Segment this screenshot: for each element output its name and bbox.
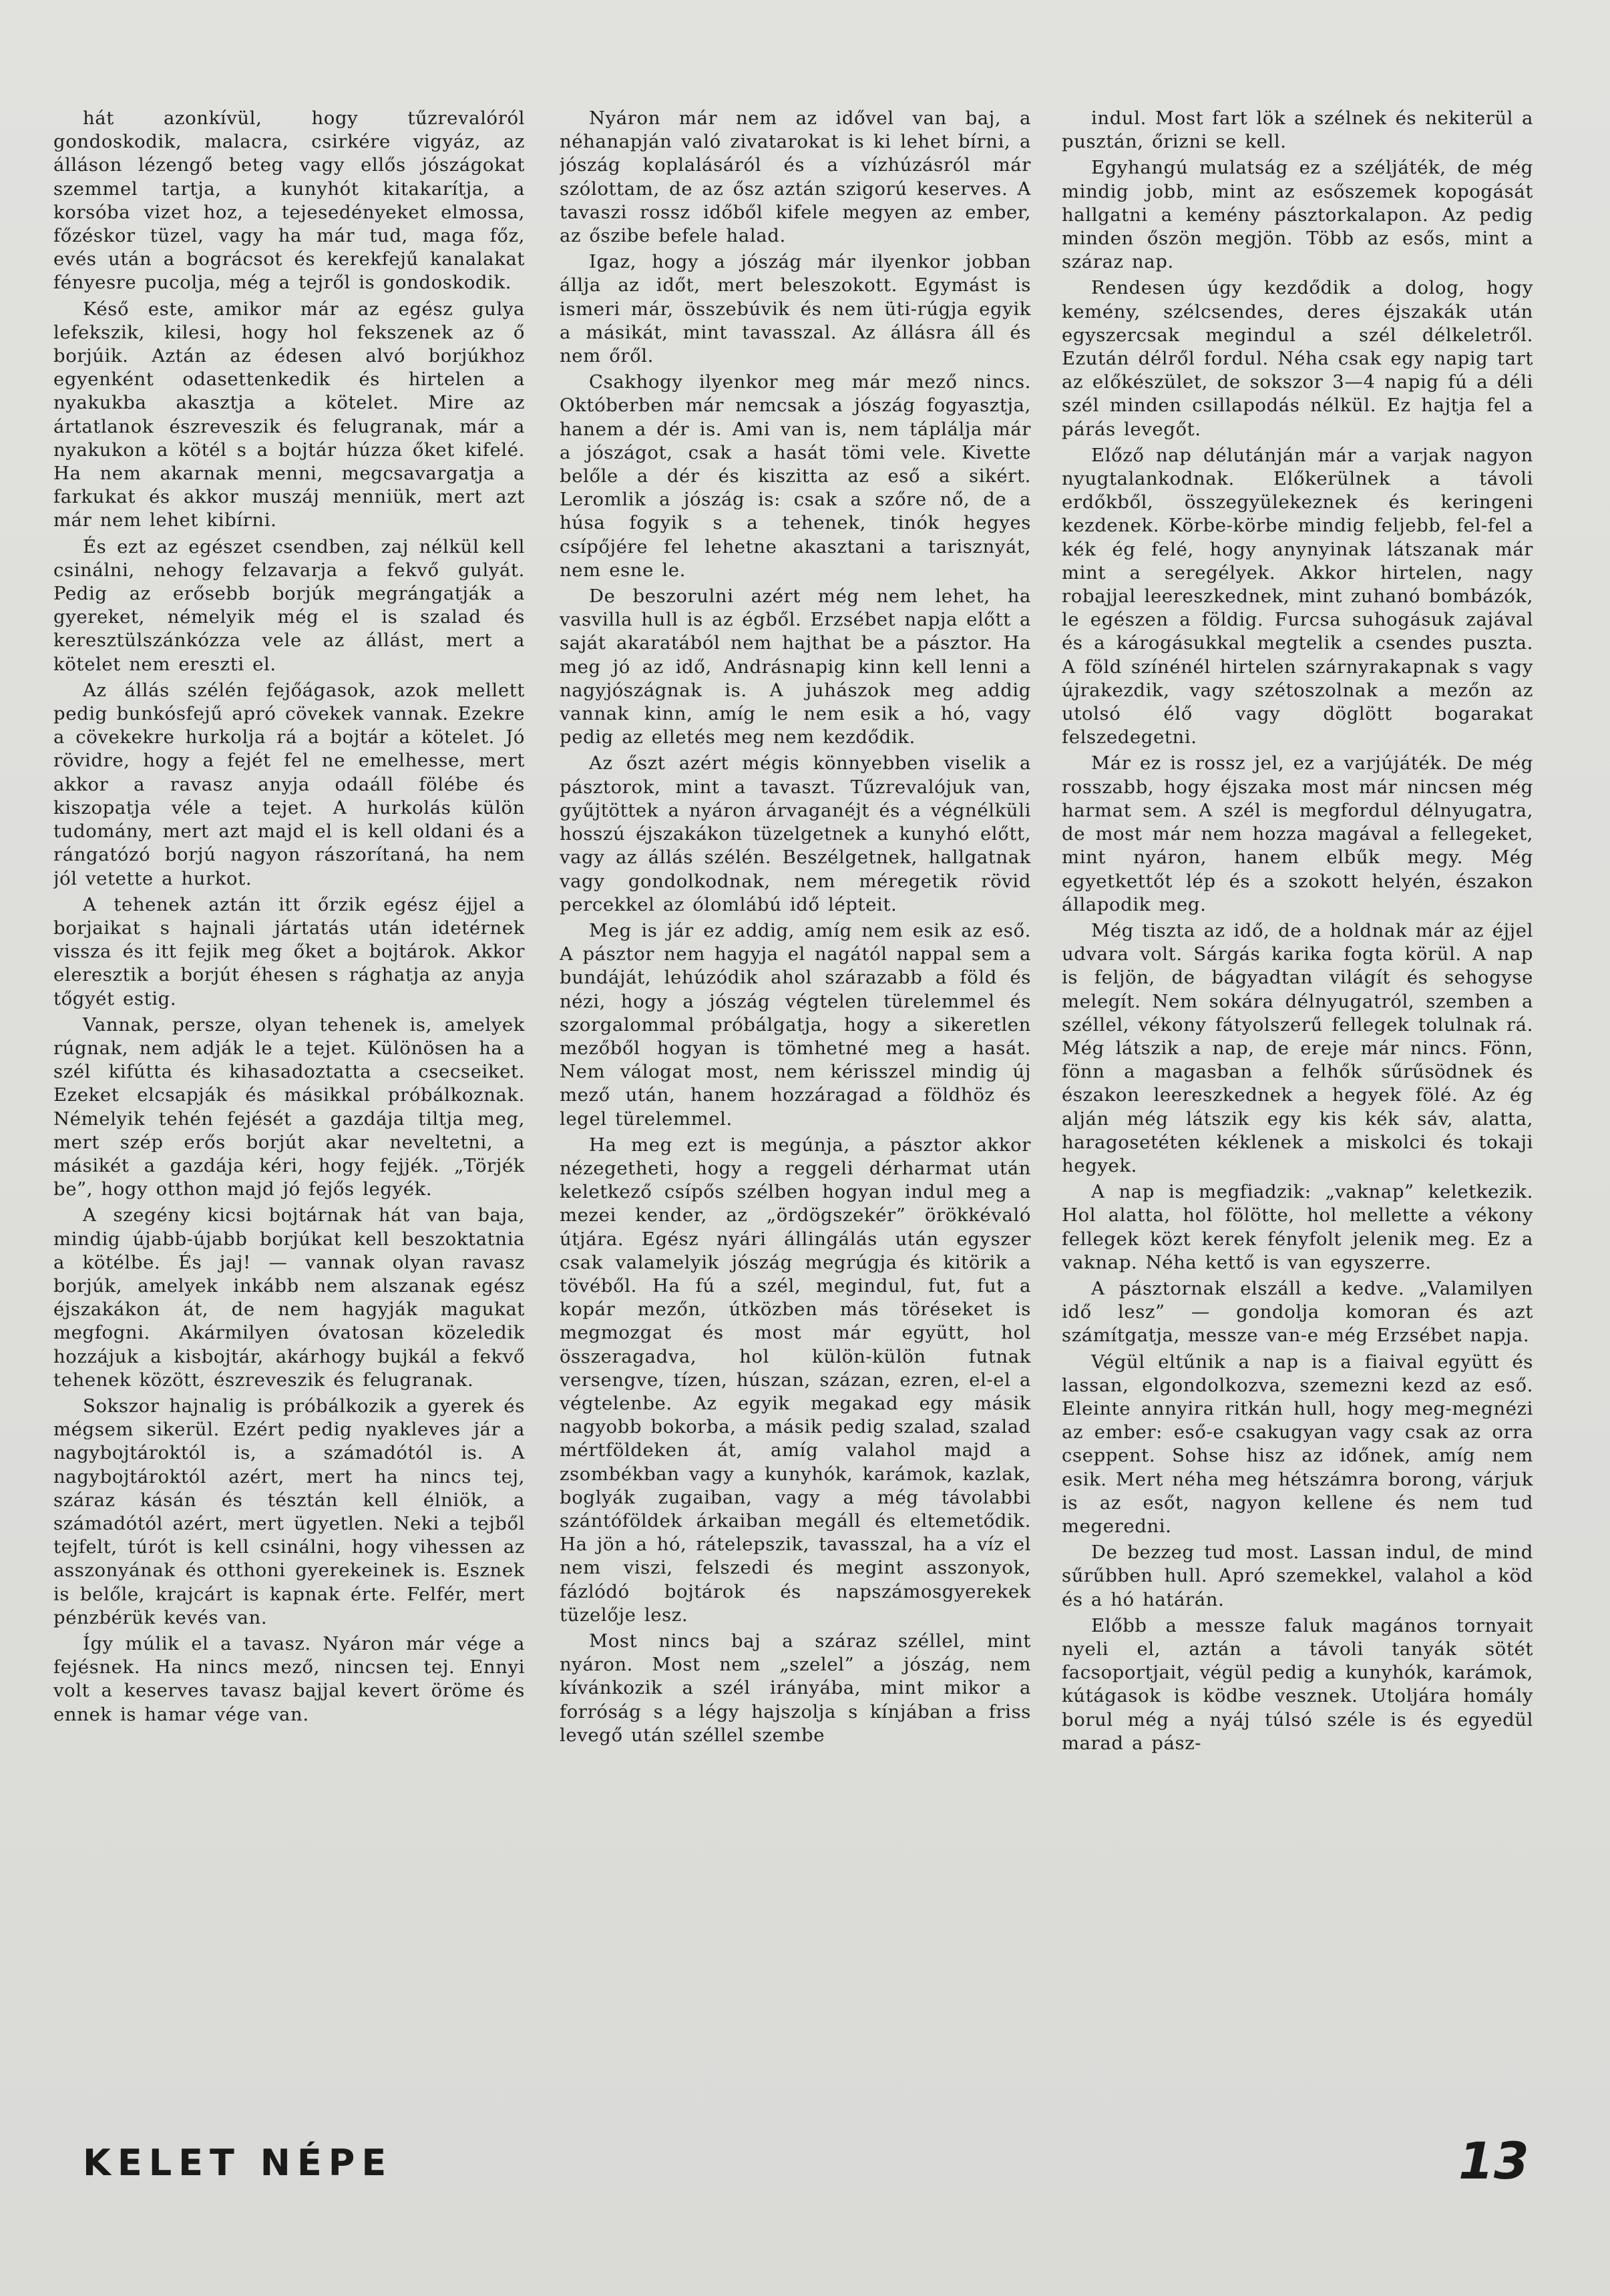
paragraph: hát azonkívül, hogy tűzrevalóról gondoskodik, malacra, csirkére vigyáz, az álláson lézengő beteg vagy ellős jószágokat szemmel tartja, a kunyhót kitakarítja, a korsóba vizet hoz, a tejesedényeket elmossa, főzéskor tüzel, vagy ha már tud, maga főz, evés után a bográcsot és kerekfejű kanalakat fényesre pucolja, még a tejről is gondoskodik. (53, 107, 525, 294)
paragraph: Igaz, hogy a jószág már ilyenkor jobban állja az időt, mert beleszokott. Egymást is ismeri már, összebúvik és nem üti-rúgja egyik a másikát, mint tavasszal. Az állásra áll és nem őről. (560, 251, 1031, 367)
paragraph: Vannak, persze, olyan tehenek is, amelyek rúgnak, nem adják le a tejet. Különösen ha a szél kifútta és kihasadoztatta a csecseiket. Ezeket elcsapják és másikkal próbálkoznak. Némelyik tehén fejését a gazdája tiltja meg, mert szép erős borjút akar neveltetni, a másikét a gazdája kéri, hogy fejjék. „Törjék be”, hogy otthon majd jó fejős legyék. (53, 1013, 525, 1200)
paragraph: Csakhogy ilyenkor meg már mező nincs. Októberben már nemcsak a jószág fogyasztja, hanem a dér is. Ami van is, nem táplálja már a jószágot, csak a hasát tömi vele. Kivette belőle a dér és kiszitta az eső a sikért. Leromlik a jószág is: csak a szőre nő, de a húsa fogyik s a tehenek, tinók hegyes csípőjére fel lehetne akasztani a tarisznyát, nem esne le. (560, 371, 1031, 581)
paragraph: A szegény kicsi bojtárnak hát van baja, mindig újabb-újabb borjúkat kell beszoktatnia a kötélbe. És jaj! — vannak olyan ravasz borjúk, amelyek inkább nem alszanak egész éjszakákon át, de nem hagyják magukat megfogni. Akármilyen óvatosan közeledik hozzájuk a kisbojtár, akárhogy bujkál a fekvő tehenek között, észreveszik és felugranak. (53, 1204, 525, 1391)
text-column-left (53, 107, 525, 2163)
magazine-title: KELET NÉPE (83, 2142, 393, 2184)
paragraph: Végül eltűnik a nap is a fiaival együtt és lassan, elgondolkozva, szemezni kezd az eső. Eleinte annyira ritkán hull, hogy meg-megnézi az ember: eső-e csakugyan vagy csak az orra cseppent. Sohse hisz az időnek, amíg nem esik. Mert néha meg hétszámra borong, várjuk is az esőt, nagyon kellene és nem tud megeredni. (1062, 1351, 1533, 1537)
paragraph: És ezt az egészet csendben, zaj nélkül kell csinálni, nehogy felzavarja a fekvő gulyát. Pedig az erősebb borjúk megrángatják a gyereket, némelyik még el is szalad és keresztülszánkózza vele az állást, mert a kötelet nem ereszti el. (53, 535, 525, 675)
paragraph: Már ez is rossz jel, ez a varjújáték. De még rosszabb, hogy éjszaka most már nincsen még harmat sem. A szél is megfordul délnyugatra, de most már nem hozza magával a fellegeket, mint nyáron, hanem elbűk megy. Még egyetkettőt lép és a szokott helyén, északon állapodik meg. (1062, 752, 1533, 915)
text-column-middle (560, 107, 1031, 2163)
paragraph: Ha meg ezt is megúnja, a pásztor akkor nézegetheti, hogy a reggeli dérharmat után keletkező csípős szélben hogyan indul meg a mezei kender, az „ördögszekér” örökkévaló útjára. Egész nyári állingálás után egyszer csak valamelyik jószág megrúgja és kitörik a tövéből. Ha fú a szél, megindul, fut, fut a kopár mezőn, útközben más töréseket is megmozgat és most már együtt, hol összeragadva, hol külön-külön futnak versengve, tízen, húszan, százan, ezren, el-el a végtelenbe. Az egyik megakad egy másik nagyobb bokorba, a másik pedig szalad, szalad mértföldeken át, amíg valahol majd a zsombékban vagy a kunyhók, karámok, kazlak, boglyák zugaiban, vagy a még távolabbi szántóföldek árkaiban megáll és eltemetődik. Ha jön a hó, rátelepszik, tavasszal, ha a víz el nem viszi, felszedi és megint asszonyok, fázlódó bojtárok és napszámosgyerekek tüzelője lesz. (560, 1134, 1031, 1626)
paragraph: Késő este, amikor már az egész gulya lefekszik, kilesi, hogy hol fekszenek az ő borjúik. Aztán az édesen alvó borjúkhoz egyenként odasettenkedik és hirtelen a nyakukba akasztja a kötelet. Mire az ártatlanok észreveszik és felugranak, már a nyakukon a kötél s a bojtár húzza őket kifelé. Ha nem akarnak menni, megcsavargatja a farkukat és akkor muszáj menniük, mert azt már nem lehet kibírni. (53, 298, 525, 531)
paragraph: A tehenek aztán itt őrzik egész éjjel a borjaikat s hajnali jártatás után idetérnek vissza és itt fejik meg őket a bojtárok. Akkor eleresztik a borjút éhesen s rághatja az anyja tőgyét estig. (53, 893, 525, 1009)
paragraph: Előbb a messze faluk magános tornyait nyeli el, aztán a távoli tanyák sötét facsoportjait, végül pedig a kunyhók, karámok, kútágasok is ködbe vesznek. Utoljára homály borul még a nyáj túlsó széle is és egyedül marad a pász- (1062, 1614, 1533, 1754)
paragraph: Rendesen úgy kezdődik a dolog, hogy kemény, szélcsendes, deres éjszakák után egyszercsak megindul a szél délkeletről. Ezután délről fordul. Néha csak egy napig tart az előkészület, de sokszor 3—4 napig fú a déli szél minden csillapodás nélkül. Ez hajtja fel a párás levegőt. (1062, 277, 1533, 440)
paragraph: De beszorulni azért még nem lehet, ha vasvilla hull is az égből. Erzsébet napja előtt a saját akaratából nem hajthat be a pásztor. Ha meg jó az idő, Andrásnapig kinn kell lenni a nagyjószágnak is. A juhászok meg addig vannak kinn, amíg le nem esik a hó, vagy pedig az elletés meg nem kezdődik. (560, 586, 1031, 748)
paragraph: Még tiszta az idő, de a holdnak már az éjjel udvara volt. Sárgás karika fogta körül. A nap is feljön, de bágyadtan világít és sehogyse melegít. Nem sokára délnyugatról, szemben a széllel, vékony fátyolszerű fellegek tolulnak rá. Még látszik a nap, de ereje már nincs. Fönn, fönn a magasban a felhők sűrűsödnek és északon leereszkednek a hegyek fölé. Az ég alján még látszik egy kis kék sáv, alatta, haragosetéten kéklenek a miskolci és tokaji hegyek. (1062, 919, 1533, 1176)
paragraph: indul. Most fart lök a szélnek és nekiterül a pusztán, őrizni se kell. (1062, 107, 1533, 153)
paragraph: Az őszt azért mégis könnyebben viselik a pásztorok, mint a tavaszt. Tűzrevalójuk van, gyűjtöttek a nyáron árvaganéjt és a végnélküli hosszú éjszakákon tüzelgetnek a kunyhó előtt, vagy az állás szélén. Beszélgetnek, hallgatnak vagy gondolkodnak, nem méregetik rövid percekkel az ólomlábú idő lépteit. (560, 752, 1031, 915)
paragraph: Nyáron már nem az idővel van baj, a néhanapján való zivatarokat is ki lehet bírni, a jószág koplalásáról és a vízhúzásról már szólottam, de az ősz aztán szigorú keserves. A tavaszi rossz időből kifele megyen az ember, az őszibe befele halad. (560, 107, 1031, 247)
paragraph: A nap is megfiadzik: „vaknap” keletkezik. Hol alatta, hol fölötte, hol mellette a vékony fellegek közt kerek fényfolt jelenik meg. Ez a vaknap. Néha kettő is van egyszerre. (1062, 1181, 1533, 1273)
paragraph: Előző nap délutánján már a varjak nagyon nyugtalankodnak. Előkerülnek a távoli erdőkből, összegyülekeznek és keringeni kezdenek. Körbe-körbe mindig feljebb, fel-fel a kék ég felé, hogy anynyinak látszanak már mint a seregélyek. Akkor hirtelen, nagy robajjal leereszkednek, mint zuhanó bombázók, le egészen a földig. Furcsa suhogásuk zajával és a károgásukkal megtelik a csendes puszta. A föld színénél hirtelen szárnyrakapnak s vagy újrakezdik, vagy szétoszolnak a mezőn az utolsó élő vagy döglött bogarakat felszedegetni. (1062, 444, 1533, 748)
page-number: 13 (1458, 2131, 1529, 2191)
text-column-right (1062, 107, 1533, 2163)
paragraph: Meg is jár ez addig, amíg nem esik az eső. A pásztor nem hagyja el nagától nappal sem a bundáját, lehúzódik ahol szárazabb a föld és nézi, hogy a jószág végtelen türelemmel és szorgalommal próbálgatja, hogy a sikeretlen mezőből hogyan is tömhetné meg a hasát. Nem válogat most, nem kérisszel mindig új mező után, hanem hozzáragad a földhöz és legel türelemmel. (560, 919, 1031, 1130)
paragraph: Egyhangú mulatság ez a széljáték, de még mindig jobb, mint az esőszemek kopogását hallgatni a kemény pásztorkalapon. Az pedig minden őszön megjön. Több az esős, mint a száraz nap. (1062, 157, 1533, 273)
paragraph: Így múlik el a tavasz. Nyáron már vége a fejésnek. Ha nincs mező, nincsen tej. Ennyi volt a keserves tavasz bajjal kevert öröme és ennek is hamar vége van. (53, 1633, 525, 1725)
paragraph: Az állás szélén fejőágasok, azok mellett pedig bunkósfejű apró cövekek vannak. Ezekre a cövekekre hurkolja rá a bojtár a kötelet. Jó rövidre, hogy a fejét fel ne emelhesse, mert akkor a ravasz anyja odaáll fölébe és kiszopatja véle a tejet. A hurkolás külön tudomány, mert azt majd el is kell oldani és a rángatózó borjú nagyon rászorítaná, ha nem jól vetette a hurkot. (53, 679, 525, 889)
paragraph: A pásztornak elszáll a kedve. „Valamilyen idő lesz” — gondolja komoran és azt számítgatja, messze van-e még Erzsébet napja. (1062, 1277, 1533, 1347)
paragraph: Most nincs baj a száraz széllel, mint nyáron. Most nem „szelel” a jószág, nem kívánkozik a szél irányába, mint mikor a forróság s a légy hajszolja s kínjában a friss levegő után széllel szembe (560, 1630, 1031, 1746)
paragraph: De bezzeg tud most. Lassan indul, de mind sűrűbben hull. Apró szemekkel, valahol a köd és a hó határán. (1062, 1542, 1533, 1610)
paragraph: Sokszor hajnalig is próbálkozik a gyerek és mégsem sikerül. Ezért pedig nyakleves jár a nagybojtároktól is, a számadótól is. A nagybojtároktól azért, mert ha nincs tej, száraz kásán és tésztán kell élniök, a számadótól azért, mert ügyetlen. Neki a tejből tejfelt, túrót is kell csinálni, hogy vihessen az asszonyának és otthoni gyerekeinek is. Esznek is belőle, krajcárt is kapnak érte. Felfér, mert pénzbérük kevés van. (53, 1395, 525, 1628)
